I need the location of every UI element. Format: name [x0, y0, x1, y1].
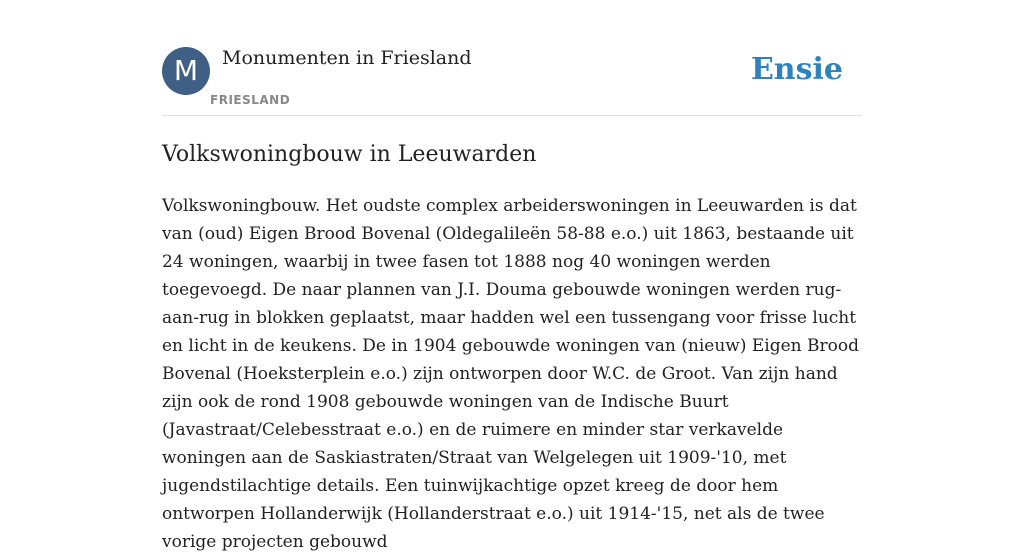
- avatar[interactable]: M: [162, 47, 210, 95]
- source-title-link[interactable]: Monumenten in Friesland: [222, 47, 472, 69]
- header: [162, 46, 862, 116]
- ensie-logo[interactable]: Ensie: [750, 52, 843, 87]
- header-divider: [162, 115, 862, 116]
- article-body: Volkswoningbouw. Het oudste complex arbeiderswoningen in Leeuwarden is dat van (oud) Eigen Brood Bovenal (Oldegalileën 58-88 e.o.) uit 1863, bestaande uit 24 woningen, waarbij in twee fasen tot 1888 nog 40 woningen werden toegevoegd. De naar plannen van J.I. Douma gebouwde woningen werden rug-aan-rug in blokken geplaatst, maar hadden wel een tussengang voor frisse lucht en licht in de keukens. De in 1904 gebouwde woningen van (nieuw) Eigen Brood Bovenal (Hoeksterplein e.o.) zijn ontworpen door W.C. de Groot. Van zijn hand zijn ook de rond 1908 gebouwde woningen van de Indische Buurt (Javastraat/Celebesstraat e.o.) en de ruimere en minder star verkavelde woningen aan de Saskiastraten/Straat van Welgelegen uit 1909-'10, met jugendstilachtige details. Een tuinwijkachtige opzet kreeg de door hem ontworpen Hollanderwijk (Hollanderstraat e.o.) uit 1914-'15, net als de twee vorige projecten gebouwd: [162, 196, 859, 552]
- source-region-label[interactable]: FRIESLAND: [210, 93, 291, 107]
- article-title: Volkswoningbouw in Leeuwarden: [162, 142, 537, 167]
